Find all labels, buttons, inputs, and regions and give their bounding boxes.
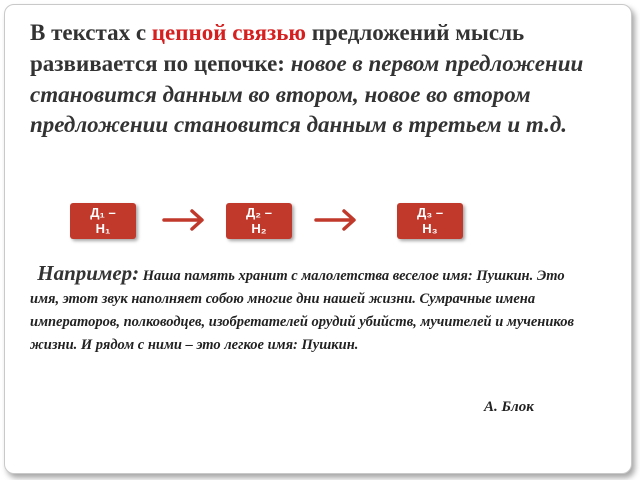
example-paragraph — [30, 262, 590, 357]
intro-italic: новое в первом предложении становится данным во втором, новое во втором предложении становится данным в третьем и т.д. — [30, 50, 584, 138]
example-text: Наша память хранит с малолетства веселое имя: Пушкин. Это имя, этот звук наполняет собою многие дни нашей жизни. Сумрачные имена императоров, полководцев, изобретателей орудий убийств, мучителей и мучеников жизни. И рядом с ними – это легкое имя: Пушкин. — [30, 268, 574, 353]
chain-box-1-bottom: Н₁ — [95, 221, 111, 236]
arrow-right-icon — [162, 206, 208, 234]
author-signature: А. Блок — [484, 399, 534, 415]
chain-box-1-top: Д₁ – — [90, 205, 116, 220]
chain-box-3 — [397, 203, 463, 239]
chain-box-2-bottom: Н₂ — [251, 221, 267, 236]
example-lead: Например: — [37, 261, 140, 285]
intro-text-2: предложений мысль развивается по цепочке: — [30, 20, 525, 76]
chain-box-3-bottom: Н₃ — [422, 221, 438, 236]
chain-box-3-top: Д₃ – — [416, 205, 444, 220]
arrow-right-icon — [314, 206, 360, 234]
chain-box-2 — [226, 203, 292, 239]
chain-box-2-top: Д₂ – — [246, 205, 272, 220]
intro-text-1: В текстах с — [30, 20, 152, 45]
chain-box-1 — [70, 203, 136, 239]
main-paragraph — [30, 18, 610, 141]
intro-highlight: цепной связью — [151, 20, 306, 45]
